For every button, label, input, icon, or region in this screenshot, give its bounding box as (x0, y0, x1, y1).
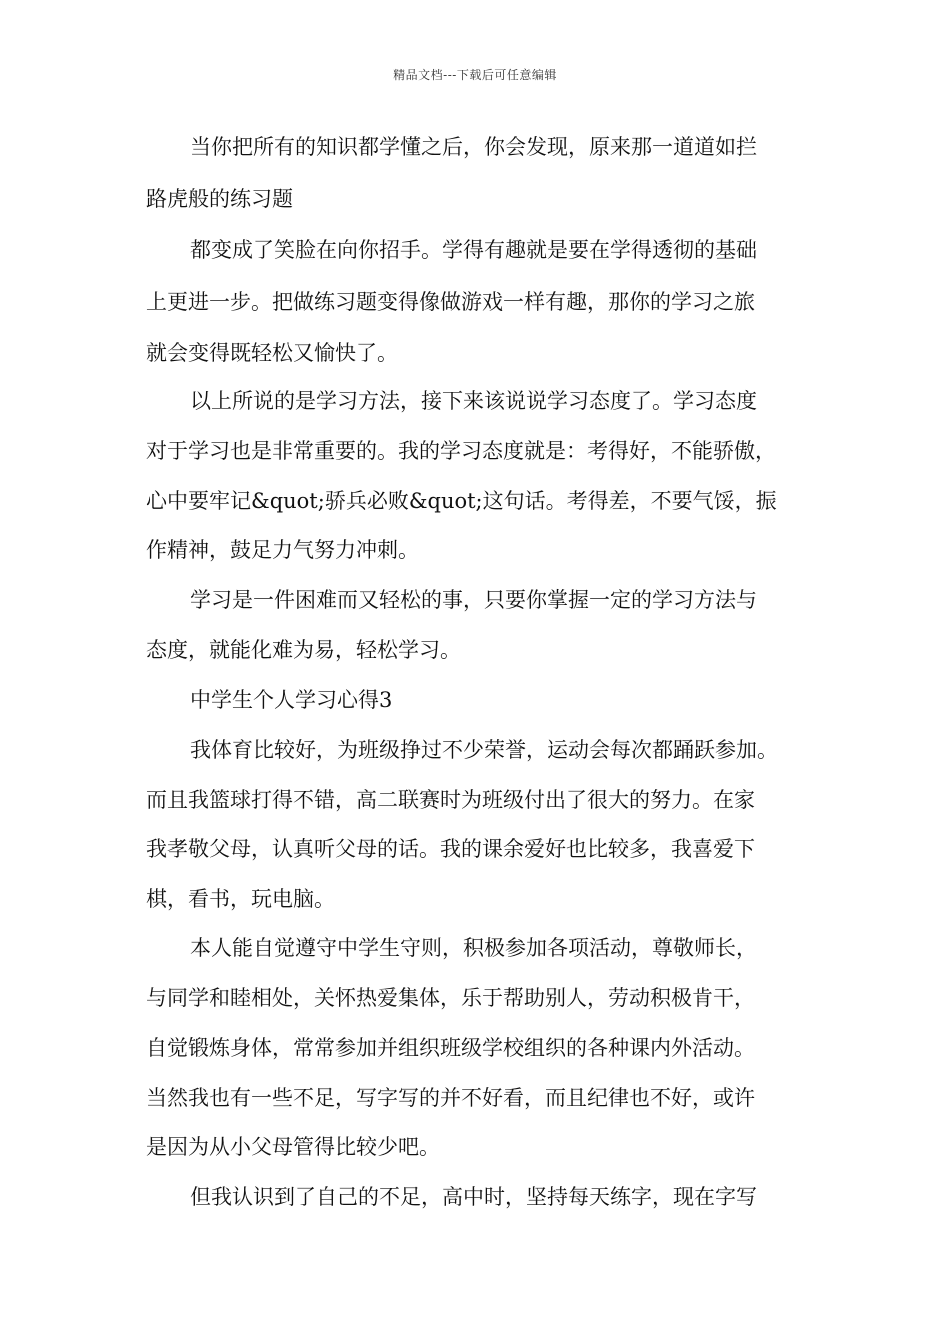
text-line: 当你把所有的知识都学懂之后，你会发现，原来那一道道如拦 (190, 135, 757, 159)
text-line: 作精神，鼓足力气努力冲刺。 (146, 538, 419, 562)
text-line: 心中要牢记&quot;骄兵必败&quot;这句话。考得差，不要气馁，振 (146, 489, 777, 513)
text-line: 都变成了笑脸在向你招手。学得有趣就是要在学得透彻的基础 (190, 238, 757, 262)
text-line: 是因为从小父母管得比较少吧。 (146, 1135, 440, 1159)
text-line: 态度，就能化难为易，轻松学习。 (146, 638, 461, 662)
text-line: 我体育比较好，为班级挣过不少荣誉，运动会每次都踊跃参加。 (190, 738, 778, 762)
text-line: 对于学习也是非常重要的。我的学习态度就是：考得好，不能骄傲， (146, 439, 776, 463)
text-line: 我孝敬父母，认真听父母的话。我的课余爱好也比较多，我喜爱下 (146, 837, 755, 861)
text-line: 自觉锻炼身体，常常参加并组织班级学校组织的各种课内外活动。 (146, 1036, 755, 1060)
text-line: 而且我篮球打得不错，高二联赛时为班级付出了很大的努力。在家 (146, 788, 755, 812)
text-line: 学习是一件困难而又轻松的事，只要你掌握一定的学习方法与 (190, 588, 757, 612)
text-line: 路虎般的练习题 (146, 187, 293, 211)
text-line: 以上所说的是学习方法，接下来该说说学习态度了。学习态度 (190, 389, 757, 413)
page-header: 精品文档---下载后可任意编辑 (393, 68, 557, 82)
text-line: 棋，看书，玩电脑。 (146, 887, 335, 911)
text-line: 就会变得既轻松又愉快了。 (146, 341, 398, 365)
text-line: 与同学和睦相处，关怀热爱集体，乐于帮助别人，劳动积极肯干， (146, 986, 755, 1010)
section-heading: 中学生个人学习心得3 (190, 688, 393, 712)
text-line: 本人能自觉遵守中学生守则，积极参加各项活动，尊敬师长， (190, 936, 757, 960)
text-line: 当然我也有一些不足，写字写的并不好看，而且纪律也不好，或许 (146, 1086, 755, 1110)
text-line: 上更进一步。把做练习题变得像做游戏一样有趣，那你的学习之旅 (146, 290, 755, 314)
text-line: 但我认识到了自己的不足，高中时，坚持每天练字，现在字写 (190, 1185, 757, 1209)
